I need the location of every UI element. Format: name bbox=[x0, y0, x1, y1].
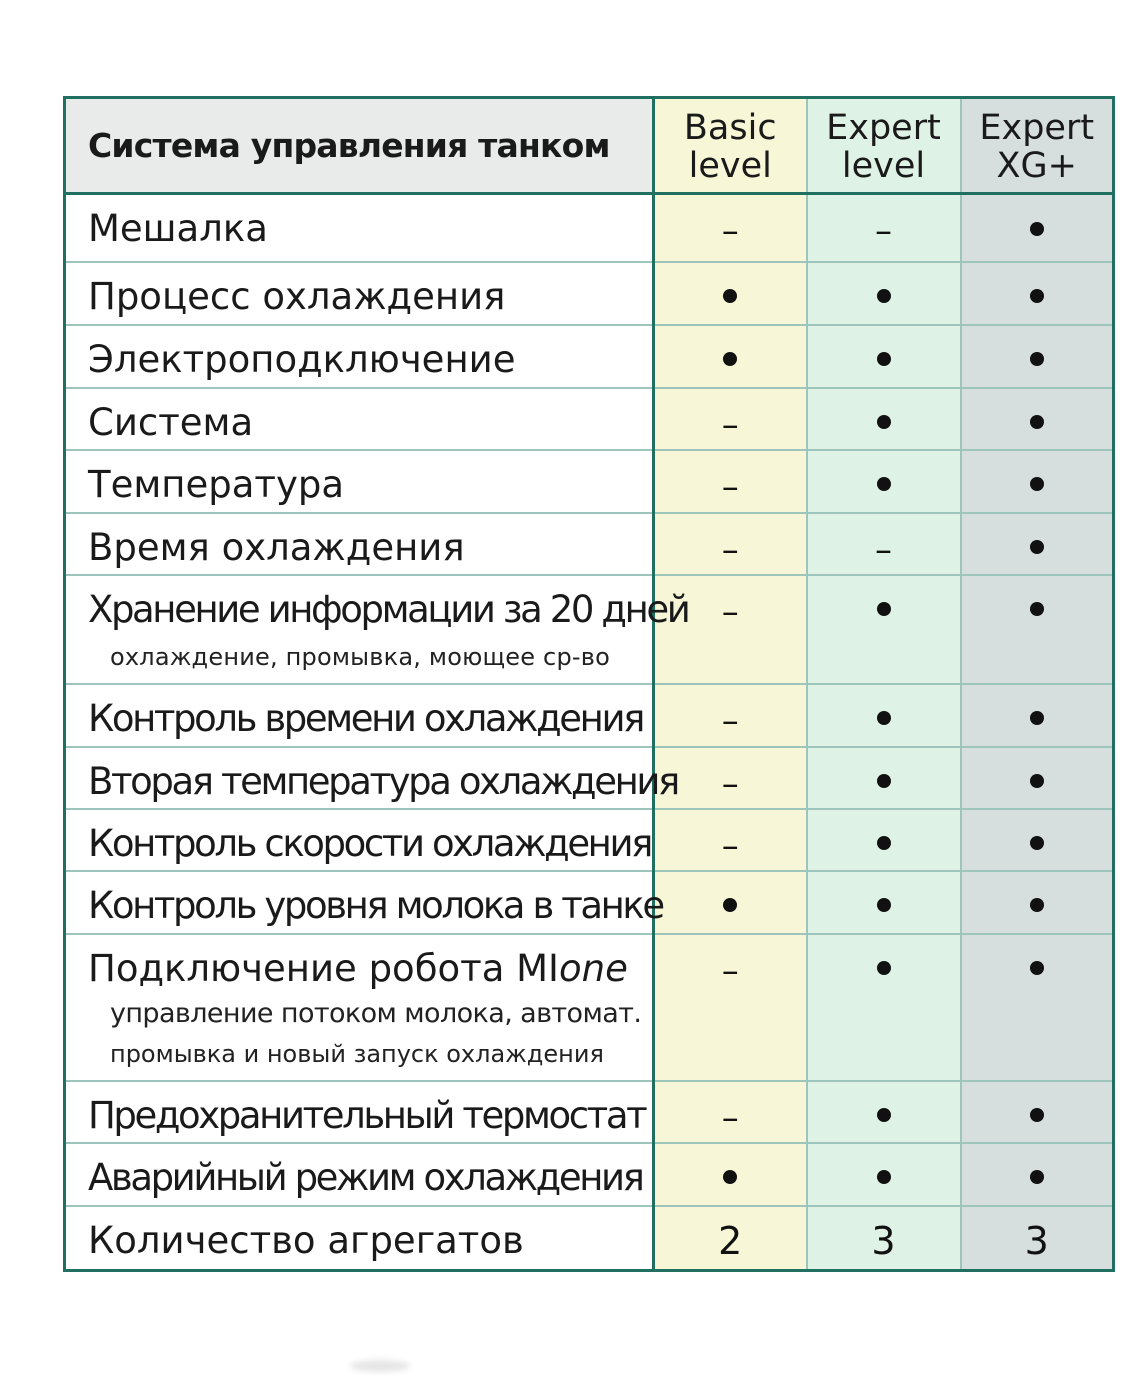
feature-label bbox=[88, 1218, 652, 1262]
value-cell-expert-level bbox=[807, 575, 961, 684]
value-cell-expert-xg-plus bbox=[961, 934, 1114, 1081]
bullet-mark bbox=[1030, 352, 1044, 366]
feature-sublabel: промывка и новый запуск охлаждения bbox=[110, 1039, 604, 1068]
feature-cell bbox=[65, 871, 663, 934]
value-cell-basic-level bbox=[654, 513, 807, 575]
column-header-line: level bbox=[841, 145, 926, 186]
table-row bbox=[65, 871, 1114, 934]
value-cell-basic-level bbox=[654, 1143, 807, 1206]
bullet-mark bbox=[1030, 415, 1044, 429]
bullet-mark bbox=[877, 352, 891, 366]
bullet-mark bbox=[877, 836, 891, 850]
feature-cell bbox=[65, 325, 654, 388]
feature-cell bbox=[65, 513, 654, 575]
table-row bbox=[65, 1206, 1114, 1271]
column-header-line: XG+ bbox=[996, 145, 1077, 186]
column-header-basic-level bbox=[654, 98, 807, 194]
value-cell-expert-xg-plus bbox=[961, 513, 1114, 575]
value-cell-expert-level bbox=[807, 1143, 961, 1206]
feature-label bbox=[88, 696, 652, 740]
value-cell-expert-level bbox=[807, 747, 961, 809]
table-body bbox=[65, 194, 1114, 1271]
table-row bbox=[65, 325, 1114, 388]
dash-mark: – bbox=[721, 529, 739, 570]
dash-mark: – bbox=[721, 404, 739, 445]
bullet-mark bbox=[1030, 540, 1044, 554]
feature-label-text: Подключение робота MI bbox=[88, 946, 559, 990]
table-row bbox=[65, 262, 1114, 325]
count-value: 3 bbox=[1024, 1218, 1049, 1263]
bullet-mark bbox=[723, 352, 737, 366]
bullet-mark bbox=[877, 898, 891, 912]
value-cell-basic-level bbox=[654, 194, 807, 262]
value-cell-expert-xg-plus bbox=[961, 262, 1114, 325]
table-row bbox=[65, 684, 1114, 747]
value-cell-expert-level bbox=[807, 684, 961, 747]
column-header-expert-xg-plus bbox=[961, 98, 1114, 194]
value-cell-expert-xg-plus bbox=[961, 388, 1114, 450]
feature-label-text: Температура bbox=[88, 462, 345, 506]
count-value: 2 bbox=[718, 1218, 743, 1263]
value-cell-expert-xg-plus bbox=[961, 1081, 1114, 1143]
value-cell-expert-xg-plus bbox=[961, 194, 1114, 262]
value-cell-expert-level bbox=[807, 934, 961, 1081]
feature-cell bbox=[65, 934, 654, 1081]
feature-label-text: Мешалка bbox=[88, 207, 268, 250]
feature-label-text: Время охлаждения bbox=[88, 525, 465, 569]
table-row bbox=[65, 513, 1114, 575]
value-cell-basic-level bbox=[654, 871, 807, 934]
decorative-smudge bbox=[350, 1360, 410, 1372]
dash-mark: – bbox=[721, 950, 739, 991]
bullet-mark bbox=[877, 289, 891, 303]
feature-label-text: Количество агрегатов bbox=[88, 1218, 524, 1262]
bullet-mark bbox=[1030, 602, 1044, 616]
value-cell-basic-level bbox=[654, 684, 807, 747]
feature-label bbox=[88, 1093, 652, 1137]
value-cell-expert-xg-plus bbox=[961, 871, 1114, 934]
column-header-line: Basic bbox=[683, 107, 777, 148]
value-cell-expert-xg-plus bbox=[961, 450, 1114, 513]
bullet-mark bbox=[877, 961, 891, 975]
feature-label bbox=[88, 274, 652, 318]
dash-mark: – bbox=[721, 763, 739, 804]
column-header-line: Expert bbox=[826, 107, 941, 148]
bullet-mark bbox=[723, 289, 737, 303]
feature-label bbox=[88, 525, 652, 569]
bullet-mark bbox=[1030, 836, 1044, 850]
feature-label-text: Контроль скорости охлаждения bbox=[88, 821, 651, 865]
value-cell-expert-xg-plus bbox=[961, 1143, 1114, 1206]
dash-mark: – bbox=[721, 825, 739, 866]
table-row bbox=[65, 934, 1114, 1081]
bullet-mark bbox=[877, 1170, 891, 1184]
feature-label-text: Хранение информации за 20 дней bbox=[88, 587, 689, 631]
value-cell-basic-level bbox=[654, 262, 807, 325]
value-cell-expert-xg-plus bbox=[961, 747, 1114, 809]
table-row bbox=[65, 747, 1114, 809]
comparison-table bbox=[63, 96, 1115, 1272]
dash-mark: – bbox=[721, 211, 739, 251]
value-cell-expert-xg-plus bbox=[961, 809, 1114, 871]
feature-label-text: Контроль времени охлаждения bbox=[88, 696, 643, 740]
bullet-mark bbox=[1030, 961, 1044, 975]
feature-label bbox=[88, 1155, 652, 1199]
feature-label-text: Электроподключение bbox=[88, 337, 516, 381]
feature-sublabel: охлаждение, промывка, моющее ср-во bbox=[110, 642, 610, 671]
table-row bbox=[65, 388, 1114, 450]
feature-sublabel: управление потоком молока, автомат. bbox=[110, 997, 642, 1029]
feature-label-text: Вторая температура охлаждения bbox=[88, 759, 678, 803]
bullet-mark bbox=[1030, 1108, 1044, 1122]
feature-label bbox=[88, 209, 652, 249]
feature-cell bbox=[65, 262, 654, 325]
feature-cell bbox=[65, 194, 654, 262]
column-header-line: level bbox=[688, 145, 772, 186]
feature-cell bbox=[65, 450, 654, 513]
value-cell-expert-xg-plus bbox=[961, 1206, 1114, 1271]
value-cell-expert-level bbox=[807, 325, 961, 388]
feature-label-text: Процесс охлаждения bbox=[88, 274, 506, 318]
feature-label bbox=[88, 883, 663, 927]
dash-mark: – bbox=[721, 591, 739, 632]
value-cell-expert-level bbox=[807, 194, 961, 262]
feature-label bbox=[88, 587, 689, 631]
feature-label bbox=[88, 462, 652, 506]
feature-cell bbox=[65, 1206, 654, 1271]
bullet-mark bbox=[723, 898, 737, 912]
header-row bbox=[65, 98, 1114, 194]
count-value: 3 bbox=[871, 1218, 896, 1263]
dash-mark: – bbox=[875, 211, 892, 251]
value-cell-basic-level bbox=[654, 450, 807, 513]
bullet-mark bbox=[1030, 477, 1044, 491]
feature-cell bbox=[65, 388, 654, 450]
feature-label-text: Аварийный режим охлаждения bbox=[88, 1155, 643, 1199]
table-row bbox=[65, 450, 1114, 513]
value-cell-expert-level bbox=[807, 871, 961, 934]
feature-cell bbox=[65, 809, 654, 871]
feature-cell bbox=[65, 1081, 654, 1143]
dash-mark: – bbox=[721, 700, 739, 741]
bullet-mark bbox=[877, 1108, 891, 1122]
feature-column-header: Система управления танком bbox=[65, 98, 654, 194]
feature-cell bbox=[65, 684, 654, 747]
value-cell-expert-level bbox=[807, 388, 961, 450]
feature-label bbox=[88, 337, 652, 381]
column-header-expert-level bbox=[807, 98, 961, 194]
bullet-mark bbox=[1030, 289, 1044, 303]
feature-label-text: Предохранительный термостат bbox=[88, 1093, 646, 1137]
bullet-mark bbox=[1030, 222, 1044, 236]
value-cell-expert-xg-plus bbox=[961, 325, 1114, 388]
bullet-mark bbox=[1030, 1170, 1044, 1184]
table-row bbox=[65, 194, 1114, 262]
feature-label-italic: one bbox=[558, 946, 628, 990]
feature-label bbox=[88, 759, 678, 803]
feature-cell bbox=[65, 1143, 654, 1206]
dash-mark: – bbox=[721, 466, 739, 507]
bullet-mark bbox=[877, 602, 891, 616]
feature-label bbox=[88, 400, 652, 444]
feature-label bbox=[88, 946, 652, 990]
value-cell-basic-level bbox=[654, 1206, 807, 1271]
bullet-mark bbox=[877, 415, 891, 429]
bullet-mark bbox=[723, 1170, 737, 1184]
feature-cell bbox=[65, 747, 678, 809]
value-cell-basic-level bbox=[654, 934, 807, 1081]
feature-label-text: Система bbox=[88, 400, 254, 444]
value-cell-expert-level bbox=[807, 1206, 961, 1271]
value-cell-basic-level bbox=[654, 325, 807, 388]
bullet-mark bbox=[1030, 898, 1044, 912]
value-cell-expert-level bbox=[807, 450, 961, 513]
feature-cell bbox=[65, 575, 689, 684]
table-row bbox=[65, 575, 1114, 684]
value-cell-basic-level bbox=[654, 1081, 807, 1143]
bullet-mark bbox=[1030, 711, 1044, 725]
value-cell-expert-level bbox=[807, 262, 961, 325]
value-cell-expert-level bbox=[807, 809, 961, 871]
value-cell-basic-level bbox=[654, 809, 807, 871]
feature-label-text: Контроль уровня молока в танке bbox=[88, 883, 663, 927]
value-cell-expert-xg-plus bbox=[961, 684, 1114, 747]
bullet-mark bbox=[1030, 774, 1044, 788]
table-row bbox=[65, 1143, 1114, 1206]
bullet-mark bbox=[877, 477, 891, 491]
table-row bbox=[65, 1081, 1114, 1143]
dash-mark: – bbox=[721, 1097, 739, 1138]
value-cell-expert-level bbox=[807, 1081, 961, 1143]
feature-label bbox=[88, 821, 652, 865]
value-cell-basic-level bbox=[654, 388, 807, 450]
bullet-mark bbox=[877, 774, 891, 788]
column-header-line: Expert bbox=[979, 107, 1095, 148]
bullet-mark bbox=[877, 711, 891, 725]
table-row bbox=[65, 809, 1114, 871]
dash-mark: – bbox=[875, 529, 892, 570]
value-cell-expert-level bbox=[807, 513, 961, 575]
value-cell-expert-xg-plus bbox=[961, 575, 1114, 684]
